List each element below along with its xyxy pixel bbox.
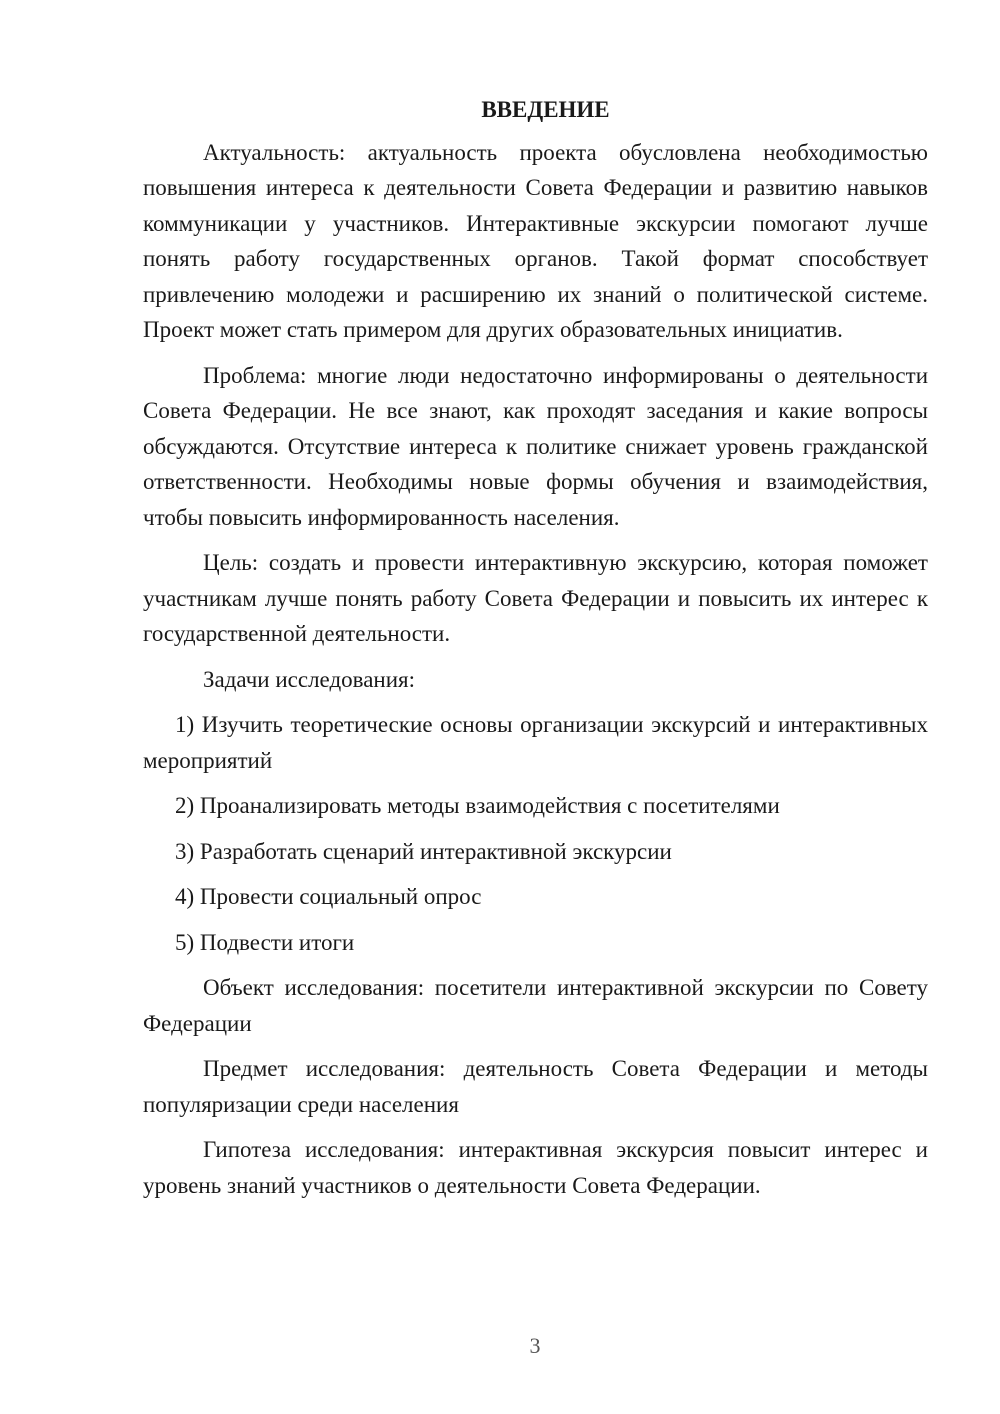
task-item-1: 1) Изучить теоретические основы организации экскурсий и интерактивных мероприятий (143, 712, 928, 773)
task-item-2: 2) Проанализировать методы взаимодействия с посетителями (175, 793, 780, 818)
document-title: ВВЕДЕНИЕ (481, 97, 610, 122)
task-item-4: 4) Провести социальный опрос (175, 884, 482, 909)
document-body (143, 92, 928, 1213)
task-item-5: 5) Подвести итоги (175, 929, 355, 955)
object-paragraph: Объект исследования: посетители интерактивной экскурсии по Совету Федерации (143, 975, 928, 1036)
subject-paragraph: Предмет исследования: деятельность Совета Федерации и методы популяризации среди населения (143, 1056, 928, 1117)
relevance-paragraph: Актуальность: актуальность проекта обусловлена необходимостью повышения интереса к деятельности Совета Федерации и развитию навыков коммуникации у участников. Интерактивные экскурсии помогают лучше понять работу государственных органов. Такой формат способствует привлечению молодежи и расширению их знаний о политической системе. Проект может стать примером для других образовательных инициатив. (143, 139, 928, 342)
hypothesis-paragraph: Гипотеза исследования: интерактивная экскурсия повысит интерес и уровень знаний участников о деятельности Совета Федерации. (143, 1137, 928, 1198)
problem-paragraph: Проблема: многие люди недостаточно информированы о деятельности Совета Федерации. Не все знают, как проходят заседания и какие вопросы обсуждаются. Отсутствие интереса к политике снижает уровень гражданской ответственности. Необходимы новые формы обучения и взаимодействия, чтобы повысить информированность населения. (143, 362, 928, 530)
goal-paragraph: Цель: создать и провести интерактивную экскурсию, которая поможет участникам лучше понять работу Совета Федерации и повысить их интерес к государственной деятельности. (143, 550, 928, 646)
task-item-3: 3) Разработать сценарий интерактивной экскурсии (175, 838, 672, 864)
page-number: 3 (529, 1333, 541, 1358)
tasks-heading: Задачи исследования: (203, 666, 416, 692)
